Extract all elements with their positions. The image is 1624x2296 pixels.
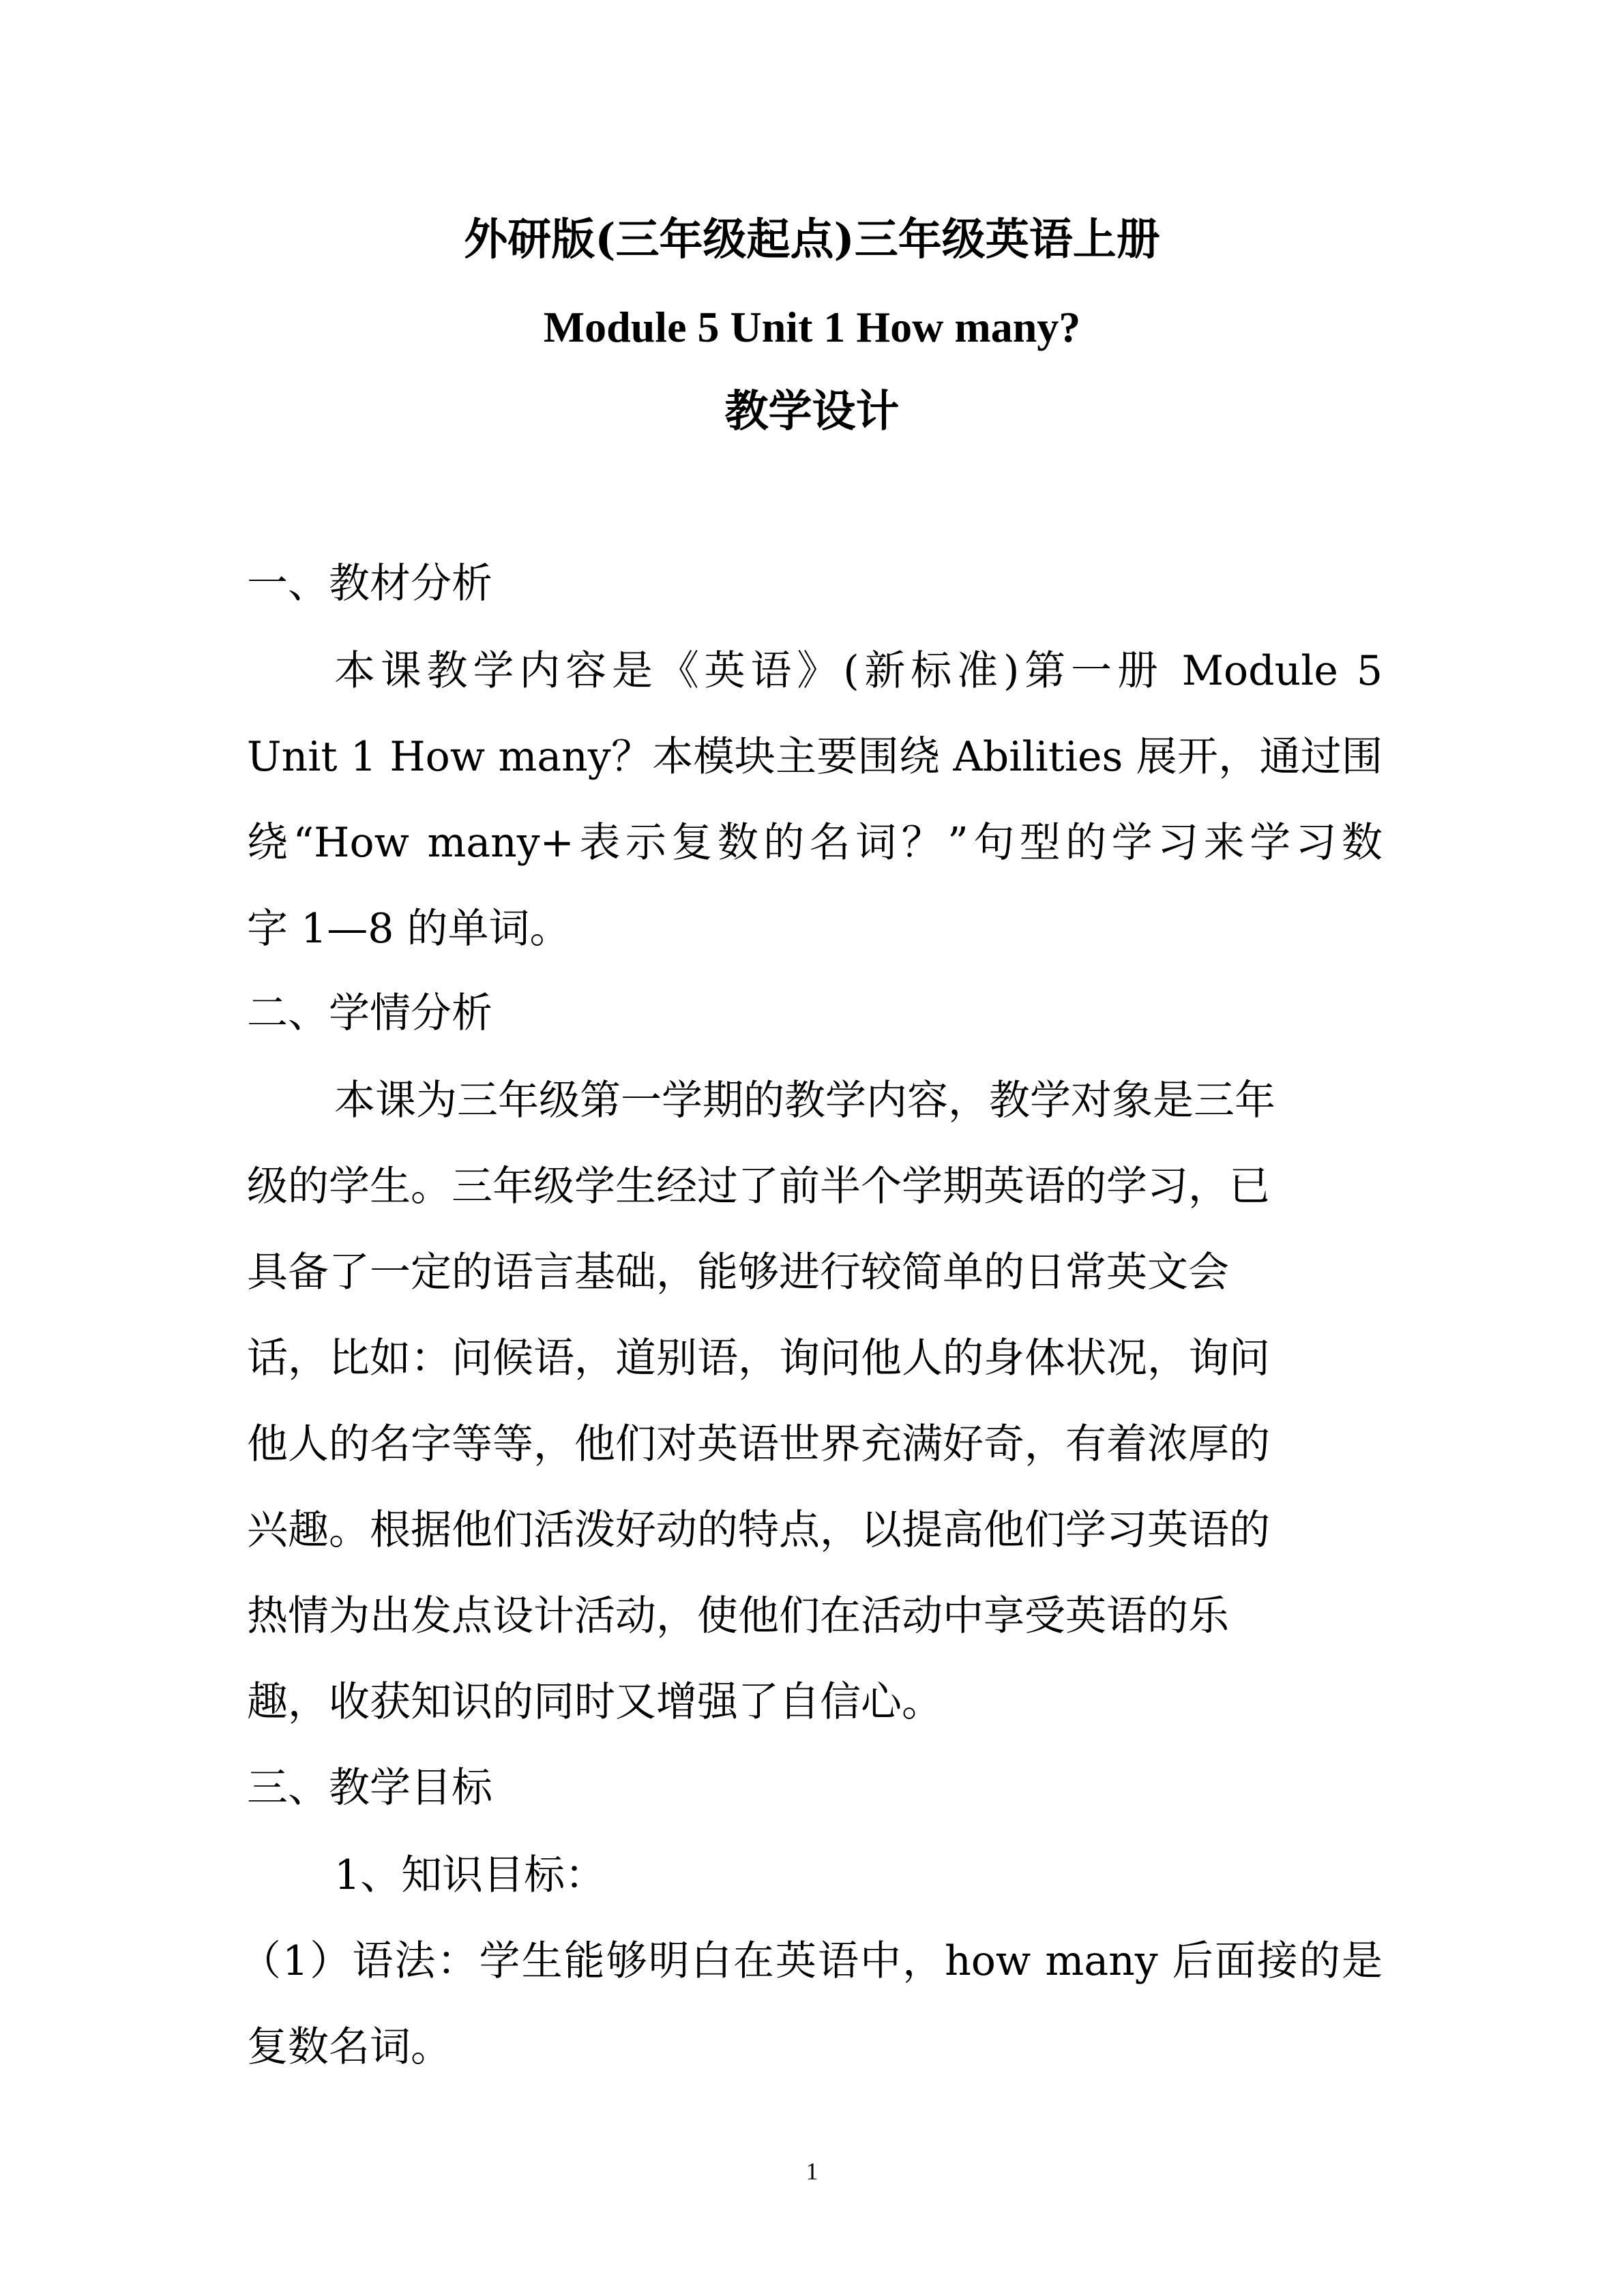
paragraph-line: 具备了一定的语言基础，能够进行较简单的日常英文会	[247, 1249, 1229, 1296]
paragraph-line: 兴趣。根据他们活泼好动的特点，以提高他们学习英语的	[247, 1506, 1270, 1554]
doc-title-line3: 教学设计	[724, 386, 900, 437]
paragraph-line: 本课教学内容是《英语》(新标准)第一册 Module 5	[334, 647, 1383, 695]
paragraph-line: 话，比如：问候语，道别语，询问他人的身体状况，询问	[247, 1335, 1270, 1382]
paragraph-line: 绕“How many+表示复数的名词？”句型的学习来学习数	[247, 819, 1383, 867]
list-item-grammar: （1）语法：学生能够明白在英语中，how many 后面接的是	[240, 1937, 1383, 1985]
paragraph-line: 本课为三年级第一学期的教学内容，教学对象是三年	[334, 1077, 1275, 1124]
paragraph-line: 他人的名字等等，他们对英语世界充满好奇，有着浓厚的	[247, 1420, 1270, 1468]
paragraph-line: 级的学生。三年级学生经过了前半个学期英语的学习，已	[247, 1163, 1270, 1210]
paragraph-line: 趣，收获知识的同时又增强了自信心。	[247, 1678, 943, 1726]
paragraph-line: 字 1—8 的单词。	[247, 905, 571, 953]
section-heading-materials: 一、教材分析	[247, 560, 492, 608]
page-number: 1	[806, 2158, 818, 2185]
doc-title-line2: Module 5 Unit 1 How many?	[543, 303, 1081, 351]
paragraph-line: Unit 1 How many？本模块主要围绕 Abilities 展开，通过围	[247, 733, 1383, 781]
paragraph-line: 热情为出发点设计活动，使他们在活动中享受英语的乐	[247, 1592, 1229, 1640]
paragraph-line: 复数名词。	[247, 2023, 452, 2071]
subheading-knowledge-objective: 1、知识目标：	[334, 1851, 606, 1899]
section-heading-learners: 二、学情分析	[247, 989, 492, 1037]
doc-title-line1: 外研版(三年级起点)三年级英语上册	[464, 214, 1160, 265]
section-heading-objectives: 三、教学目标	[247, 1764, 492, 1812]
